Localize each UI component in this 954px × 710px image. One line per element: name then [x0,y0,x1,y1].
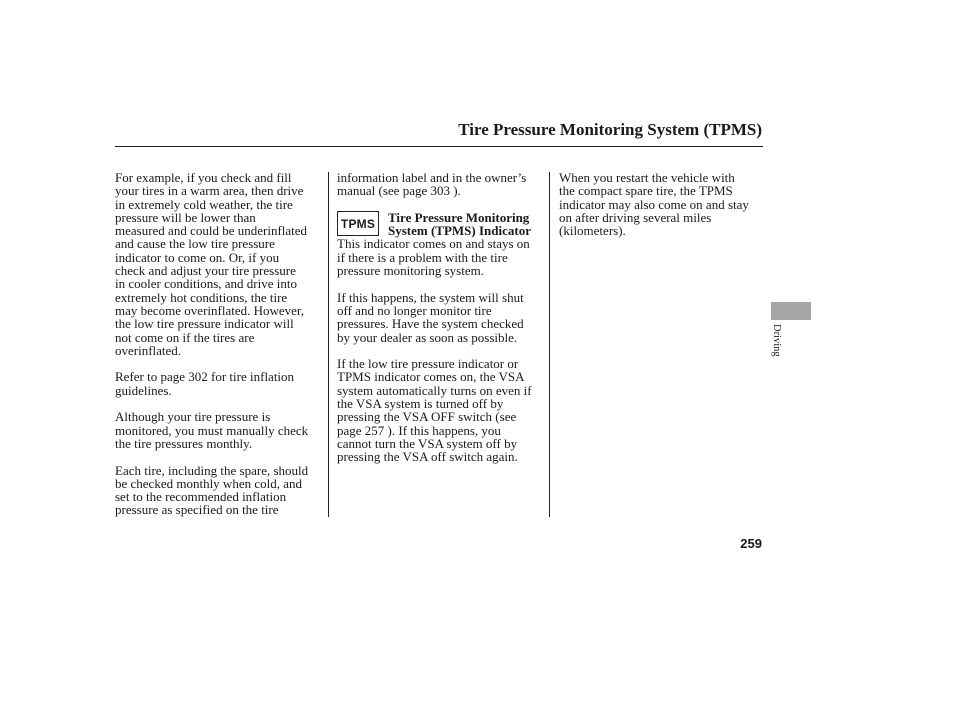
text-line: may become overinflated. However, [115,302,304,318]
text-line: indicator may also come on and stay [559,196,749,212]
heading-line: System (TPMS) Indicator [388,223,531,239]
text-line: Each tire, including the spare, should [115,462,309,478]
paragraph-indicator-description [337,237,545,277]
text-line: manual (see page 303 ). [337,183,461,199]
text-line: and cause the low tire pressure [115,236,275,252]
paragraph-label-continued [337,171,545,198]
paragraph-each-tire [115,464,323,517]
text-line: set to the recommended inflation [115,489,287,505]
paragraph-temperature-example [115,171,323,357]
column-middle [337,171,545,477]
text-line: in cooler conditions, and drive into [115,276,297,292]
text-line: off and no longer monitor tire [337,302,492,318]
text-line: When you restart the vehicle with [559,170,735,185]
text-line: If the low tire pressure indicator or [337,356,519,372]
section-tab-marker [771,302,811,320]
column-divider-1 [328,172,329,517]
text-line: the low tire pressure indicator will [115,316,294,332]
text-line: pressure will be lower than [115,209,256,225]
paragraph-spare-tire [559,171,764,237]
text-line: TPMS indicator comes on, the VSA [337,369,525,385]
page-number: 259 [740,536,762,551]
text-line: in extremely cold weather, the tire [115,196,293,212]
heading-line: Tire Pressure Monitoring [388,209,530,225]
page-title: Tire Pressure Monitoring System (TPMS) [458,120,762,139]
tpms-indicator-icon: TPMS [337,211,379,236]
text-line: pressing the VSA off switch again. [337,449,518,465]
text-line: information label and in the owner’s [337,170,527,185]
paragraph-monthly-check [115,410,323,450]
paragraph-system-shutoff [337,291,545,344]
paragraph-vsa-system [337,357,545,463]
section-tab-label: Driving [771,324,782,357]
text-line: your tires in a warm area, then drive [115,183,304,199]
text-line: If this happens, the system will shut [337,289,524,305]
text-line: extremely hot conditions, the tire [115,289,288,305]
text-line: pressures. Have the system checked [337,316,524,332]
section-heading [388,211,531,238]
text-line: pressure as specified on the tire [115,502,279,518]
text-line: check and adjust your tire pressure [115,263,296,279]
text-line: monitored, you must manually check [115,422,309,438]
header-rule [115,146,763,147]
text-line: the tire pressures monthly. [115,435,253,451]
text-line: (kilometers). [559,223,626,239]
text-line: not come on if the tires are [115,329,255,345]
text-line: be checked monthly when cold, and [115,475,302,491]
paragraph-refer-inflation [115,370,323,397]
column-divider-2 [549,172,550,517]
text-line: pressing the VSA OFF switch (see [337,409,517,425]
text-line: measured and could be underinflated [115,223,308,239]
text-line: system automatically turns on even if [337,382,532,398]
text-line: Refer to page 302 for tire inflation [115,369,295,385]
column-left [115,171,323,530]
text-line: Although your tire pressure is [115,409,271,425]
text-line: cannot turn the VSA system off by [337,435,518,451]
text-line: by your dealer as soon as possible. [337,329,518,345]
text-line: pressure monitoring system. [337,263,484,279]
tpms-indicator-section [337,211,545,238]
text-line: This indicator comes on and stays on [337,236,530,252]
column-right [559,171,764,251]
text-line: on after driving several miles [559,209,712,225]
text-line: overinflated. [115,342,182,358]
text-line: indicator to come on. Or, if you [115,249,280,265]
text-line: the compact spare tire, the TPMS [559,183,733,199]
text-line: the VSA system is turned off by [337,396,504,412]
text-line: guidelines. [115,382,172,398]
text-line: page 257 ). If this happens, you [337,422,501,438]
text-line: if there is a problem with the tire [337,249,508,265]
text-line: For example, if you check and fill [115,170,292,185]
